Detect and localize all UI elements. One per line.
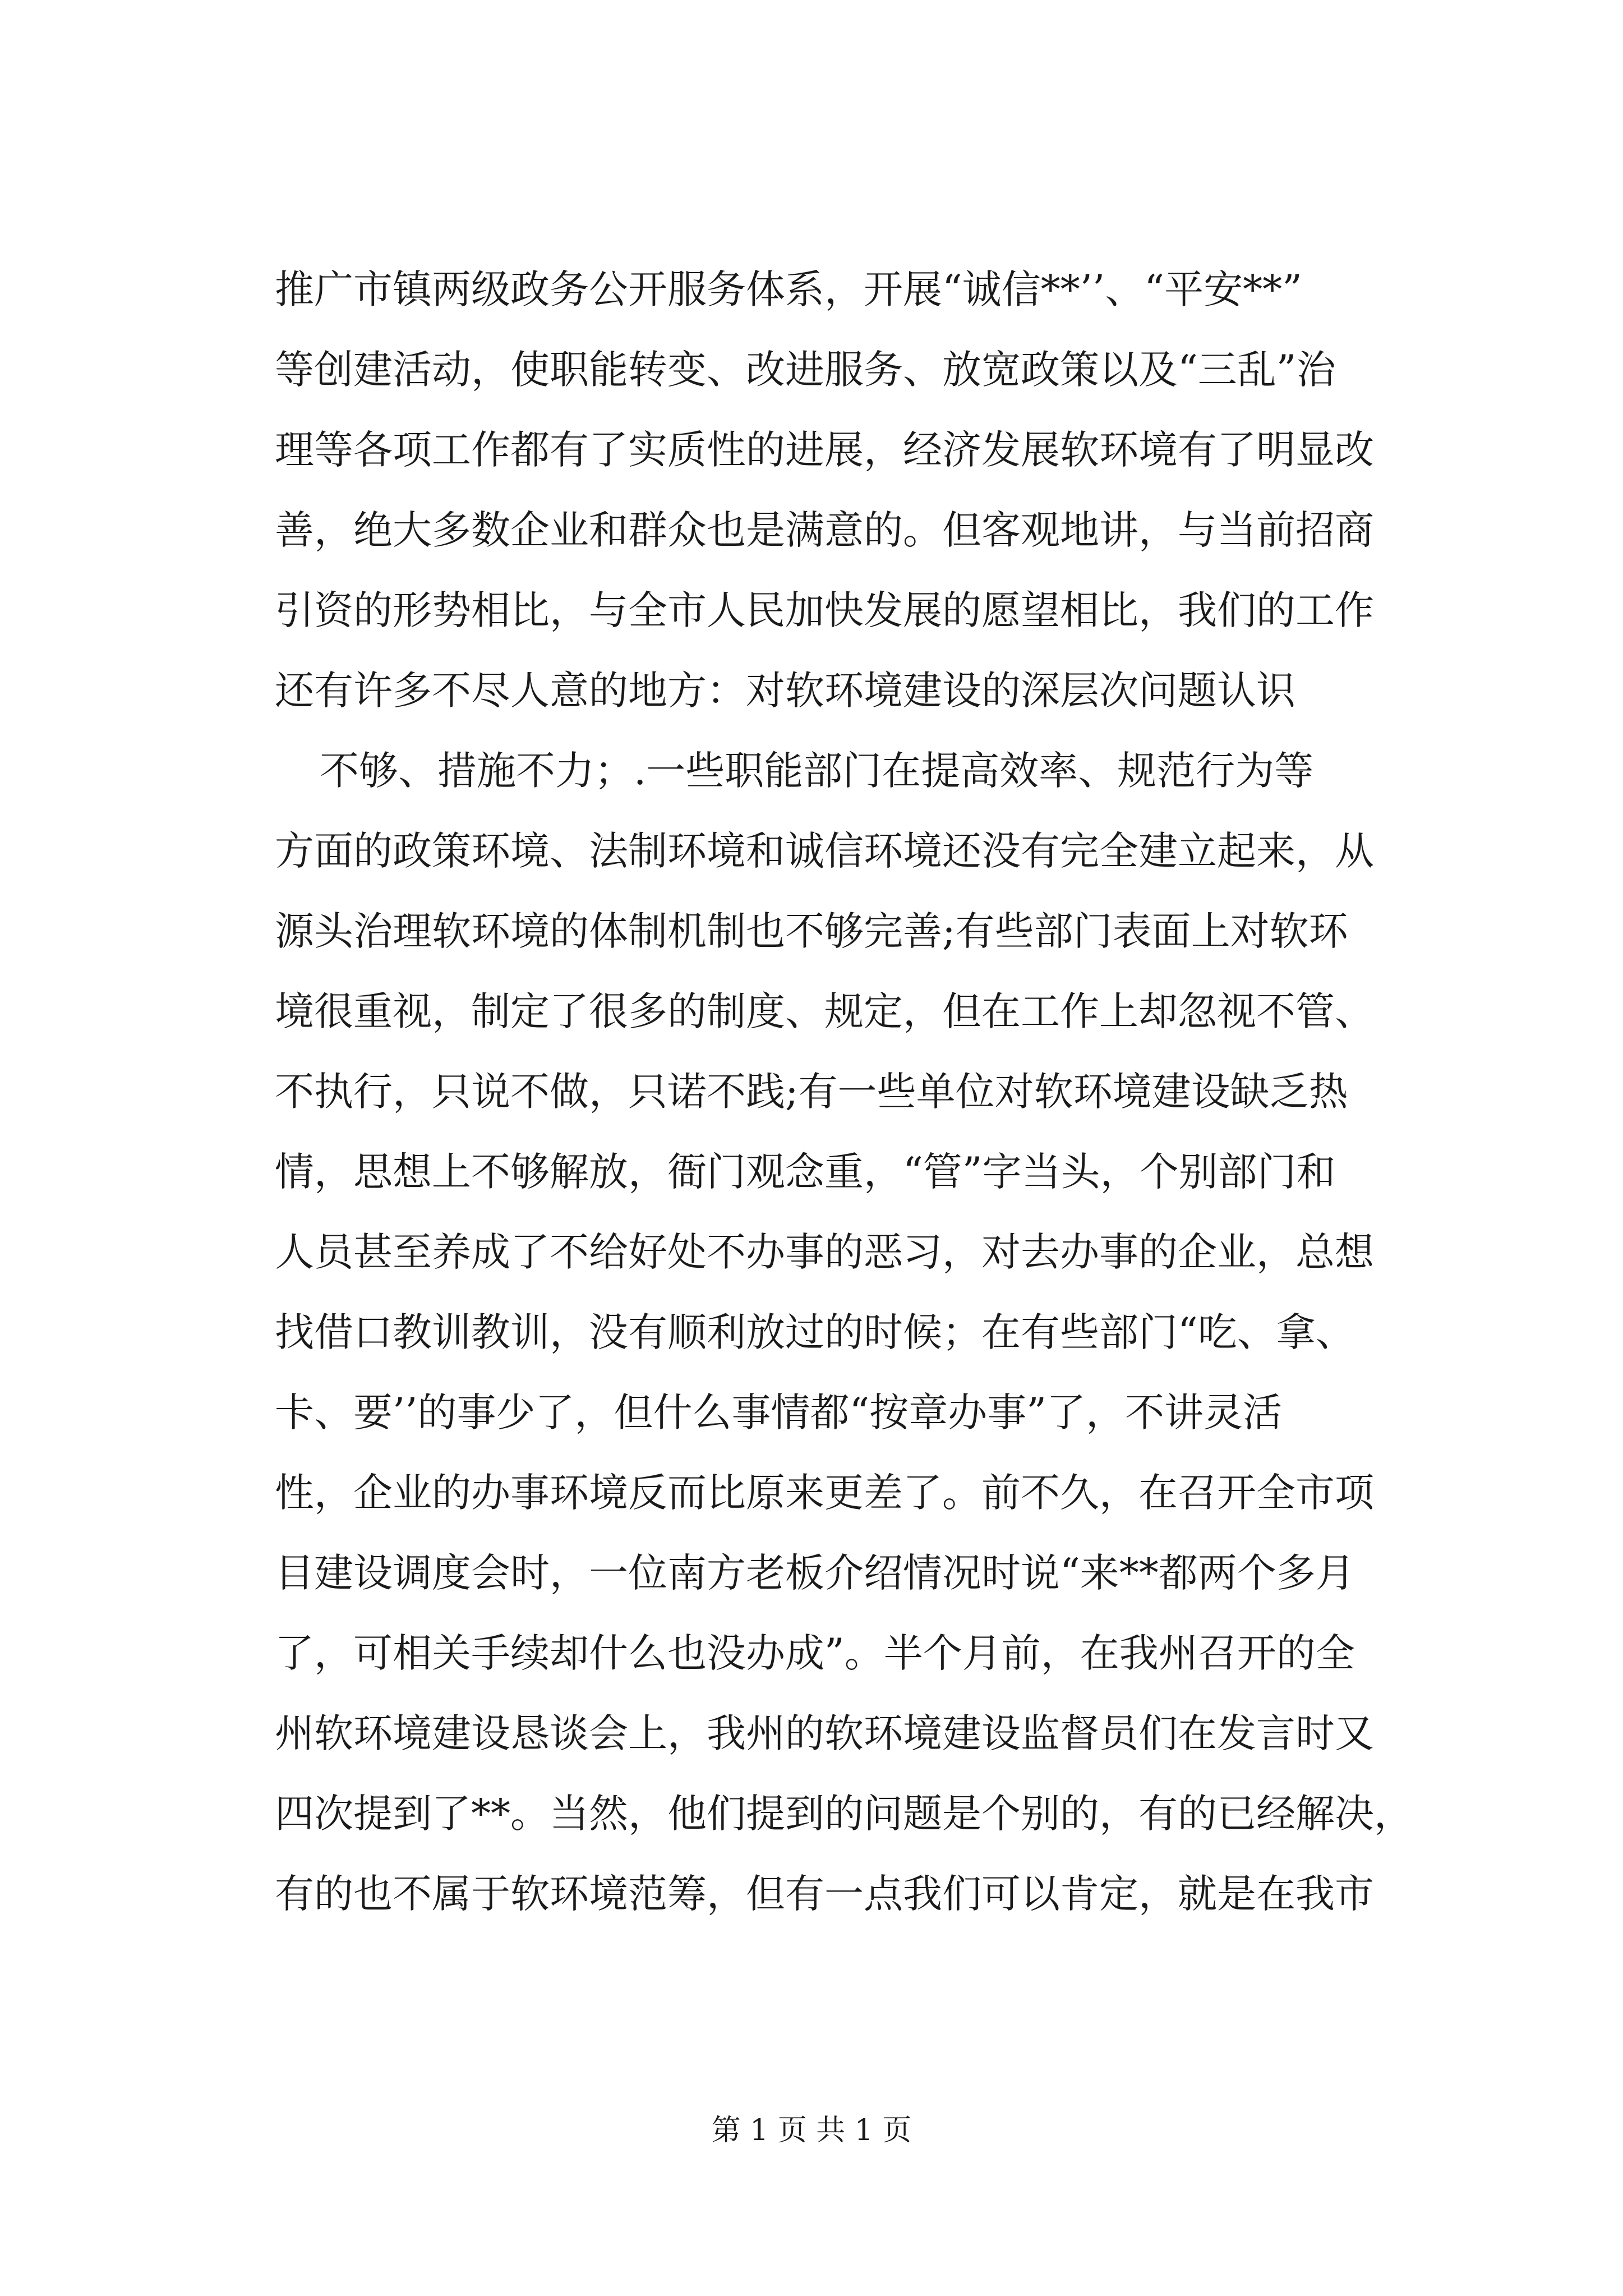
page-footer: 第 1 页 共 1 页: [711, 2114, 912, 2147]
text-line: 理等各项工作都有了实质性的进展，经济发展软环境有了明显改: [275, 427, 1374, 473]
text-line: 性，企业的办事环境反而比原来更差了。前不久，在召开全市项: [275, 1470, 1374, 1516]
text-line: 目建设调度会时，一位南方老板介绍情况时说“来**都两个多月: [275, 1550, 1355, 1596]
text-line: 引资的形势相比，与全市人民加快发展的愿望相比，我们的工作: [275, 587, 1374, 633]
text-line: 情，思想上不够解放，衙门观念重，“管”字当头，个别部门和: [275, 1149, 1336, 1195]
text-line: 州软环境建设恳谈会上，我州的软环境建设监督员们在发言时又: [275, 1710, 1374, 1756]
text-line: 推广市镇两级政务公开服务体系，开展“诚信**’’、“平安**”: [275, 266, 1302, 312]
text-line: 善，绝大多数企业和群众也是满意的。但客观地讲，与当前招商: [275, 507, 1374, 553]
text-line: 卡、要’’的事少了，但什么事情都“按章办事”了，不讲灵活: [275, 1389, 1283, 1435]
text-line: 找借口教训教训，没有顺利放过的时候；在有些部门“吃、拿、: [275, 1309, 1355, 1355]
text-line: 不够、措施不力；.一些职能部门在提高效率、规范行为等: [320, 748, 1314, 794]
text-line: 不执行，只说不做，只诺不践;有一些单位对软环境建设缺乏热: [275, 1069, 1348, 1115]
text-line: 有的也不属于软环境范筹，但有一点我们可以肯定，就是在我市: [275, 1871, 1374, 1917]
text-line: 方面的政策环境、法制环境和诚信环境还没有完全建立起来，从: [275, 828, 1374, 874]
text-line: 四次提到了**。当然，他们提到的问题是个别的，有的已经解决，: [275, 1791, 1413, 1837]
text-line: 等创建活动，使职能转变、改进服务、放宽政策以及“三乱”治: [275, 347, 1336, 393]
text-line: 还有许多不尽人意的地方：对软环境建设的深层次问题认识: [275, 668, 1295, 714]
text-line: 境很重视，制定了很多的制度、规定，但在工作上却忽视不管、: [275, 988, 1374, 1034]
text-line: 源头治理软环境的体制机制也不够完善;有些部门表面上对软环: [275, 908, 1348, 954]
body-text: [275, 250, 1419, 1934]
text-line: 人员甚至养成了不给好处不办事的恶习，对去办事的企业，总想: [275, 1229, 1374, 1275]
text-line: 了，可相关手续却什么也没办成”。半个月前，在我州召开的全: [275, 1630, 1355, 1676]
